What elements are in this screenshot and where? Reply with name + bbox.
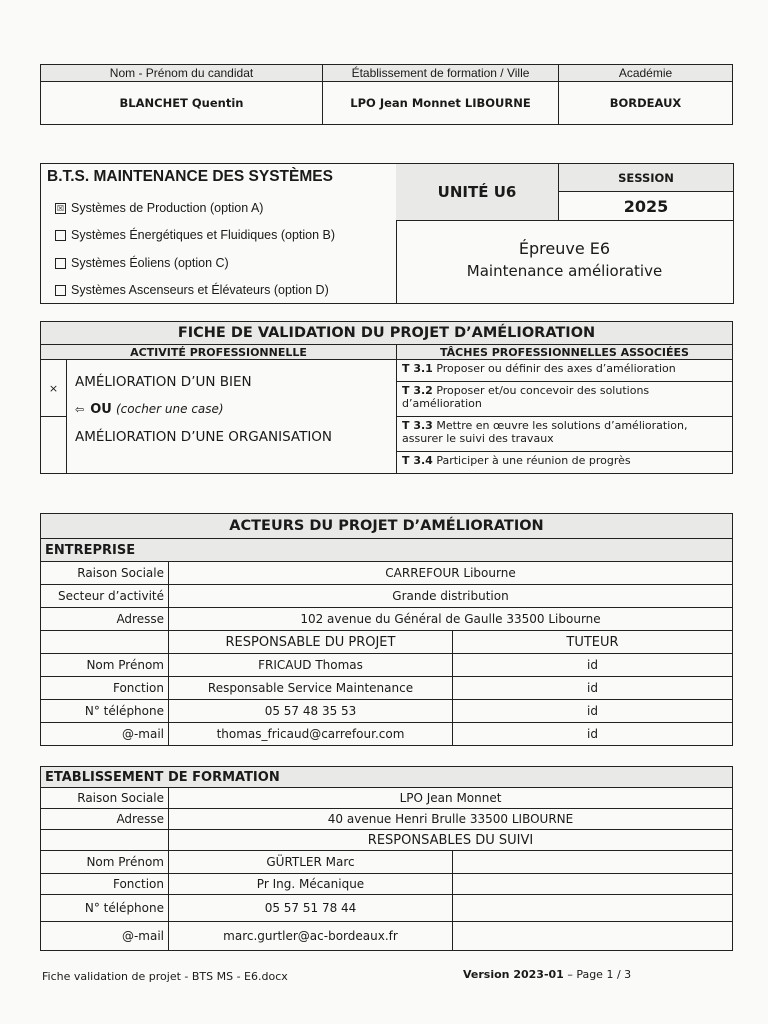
acteurs-table [40, 513, 733, 746]
unite-label: UNITÉ U6 [396, 164, 559, 221]
suivi-value: Pr Ing. Mécanique [169, 874, 453, 895]
school-name: LPO Jean Monnet LIBOURNE [323, 82, 559, 125]
candidate-name: BLANCHET Quentin [41, 82, 323, 125]
suivi-value: 05 57 51 78 44 [169, 895, 453, 922]
task-text: Mettre en œuvre les solutions d’amélioration, assurer le suivi des travaux [402, 419, 688, 445]
empty-cell [453, 922, 733, 951]
activite-2-checkbox[interactable] [41, 417, 67, 474]
checked-box-icon: ☒ [56, 204, 65, 214]
tuteur-value: id [453, 700, 733, 723]
row-label: N° téléphone [41, 700, 169, 723]
empty-cell [41, 830, 169, 851]
activite-2: AMÉLIORATION D’UNE ORGANISATION [75, 429, 333, 445]
row-label: N° téléphone [41, 895, 169, 922]
secteur-label: Secteur d’activité [41, 585, 169, 608]
empty-cell [453, 874, 733, 895]
entreprise-section: ENTREPRISE [41, 539, 733, 562]
raison-value: LPO Jean Monnet [169, 788, 733, 809]
fiche-table [40, 321, 733, 474]
epreuve-subtitle: Maintenance améliorative [466, 262, 663, 280]
epreuve-title: Épreuve E6 [518, 239, 611, 258]
checkbox-icon [55, 258, 66, 269]
tuteur-value: id [453, 723, 733, 746]
etablissement-table [40, 766, 733, 951]
tuteur-header: TUTEUR [453, 631, 733, 654]
task-row [397, 382, 733, 417]
secteur-value: Grande distribution [169, 585, 733, 608]
responsable-value: FRICAUD Thomas [169, 654, 453, 677]
option-c-label: Systèmes Éoliens (option C) [71, 256, 229, 270]
task-text: Participer à une réunion de progrès [436, 454, 631, 467]
task-row [397, 417, 733, 452]
footer-filename: Fiche validation de projet - BTS MS - E6.docx [42, 970, 288, 983]
empty-cell [41, 631, 169, 654]
raison-label: Raison Sociale [41, 788, 169, 809]
row-label: Fonction [41, 677, 169, 700]
checkbox-icon [55, 230, 66, 241]
responsable-value: thomas_fricaud@carrefour.com [169, 723, 453, 746]
ou-label: OU [90, 402, 112, 417]
option-d-label: Systèmes Ascenseurs et Élévateurs (option D) [71, 283, 329, 297]
responsable-header: RESPONSABLE DU PROJET [169, 631, 453, 654]
etablissement-section: ETABLISSEMENT DE FORMATION [41, 767, 733, 788]
adresse-value: 40 avenue Henri Brulle 33500 LIBOURNE [169, 809, 733, 830]
epreuve-box [396, 221, 733, 303]
tuteur-value: id [453, 654, 733, 677]
bts-block [40, 163, 734, 304]
task-text: Proposer ou définir des axes d’amélioration [436, 362, 676, 375]
session-year: 2025 [559, 192, 733, 221]
suivi-value: GÜRTLER Marc [169, 851, 453, 874]
task-text: Proposer et/ou concevoir des solutions d’amélioration [402, 384, 650, 410]
suivi-value: marc.gurtler@ac-bordeaux.fr [169, 922, 453, 951]
option-b-label: Systèmes Énergétiques et Fluidiques (option B) [71, 228, 336, 242]
option-a[interactable] [55, 201, 263, 215]
tuteur-value: id [453, 677, 733, 700]
candidate-name-header: Nom - Prénom du candidat [41, 65, 323, 82]
activite-1-checkbox[interactable]: × [41, 360, 67, 417]
fiche-title: FICHE DE VALIDATION DU PROJET D’AMÉLIORATION [41, 322, 733, 345]
task-code: T 3.2 [402, 384, 433, 397]
row-label: Nom Prénom [41, 654, 169, 677]
responsable-value: 05 57 48 35 53 [169, 700, 453, 723]
row-label: @-mail [41, 723, 169, 746]
task-code: T 3.1 [402, 362, 433, 375]
empty-cell [453, 851, 733, 874]
activite-cell [67, 360, 397, 474]
taches-header: TÂCHES PROFESSIONNELLES ASSOCIÉES [397, 345, 733, 360]
session-label: SESSION [559, 164, 733, 192]
task-row [397, 452, 733, 474]
ou-note: (cocher une case) [115, 402, 224, 416]
activite-header: ACTIVITÉ PROFESSIONNELLE [41, 345, 397, 360]
arrow-left-icon: ⇦ [75, 403, 85, 416]
raison-value: CARREFOUR Libourne [169, 562, 733, 585]
task-code: T 3.3 [402, 419, 433, 432]
option-d[interactable] [55, 283, 329, 297]
footer-version [463, 968, 631, 981]
option-c[interactable] [55, 256, 229, 270]
academie-name: BORDEAUX [559, 82, 733, 125]
candidate-table [40, 64, 733, 125]
school-header: Établissement de formation / Ville [323, 65, 559, 82]
task-row [397, 360, 733, 382]
task-code: T 3.4 [402, 454, 433, 467]
acteurs-title: ACTEURS DU PROJET D’AMÉLIORATION [41, 514, 733, 539]
adresse-label: Adresse [41, 608, 169, 631]
empty-cell [453, 895, 733, 922]
row-label: Fonction [41, 874, 169, 895]
bts-title: B.T.S. MAINTENANCE DES SYSTÈMES [47, 168, 333, 185]
option-b[interactable] [55, 228, 335, 242]
adresse-label: Adresse [41, 809, 169, 830]
page-number: – Page 1 / 3 [563, 968, 632, 981]
option-a-label: Systèmes de Production (option A) [71, 201, 264, 215]
checkbox-icon [55, 285, 66, 296]
row-label: @-mail [41, 922, 169, 951]
suivi-header: RESPONSABLES DU SUIVI [169, 830, 733, 851]
activite-1: AMÉLIORATION D’UN BIEN [75, 374, 252, 390]
adresse-value: 102 avenue du Général de Gaulle 33500 Libourne [169, 608, 733, 631]
row-label: Nom Prénom [41, 851, 169, 874]
responsable-value: Responsable Service Maintenance [169, 677, 453, 700]
ou-line [75, 402, 388, 417]
academie-header: Académie [559, 65, 733, 82]
raison-label: Raison Sociale [41, 562, 169, 585]
bts-options-panel [41, 164, 397, 303]
version-label: Version 2023-01 [463, 968, 564, 981]
